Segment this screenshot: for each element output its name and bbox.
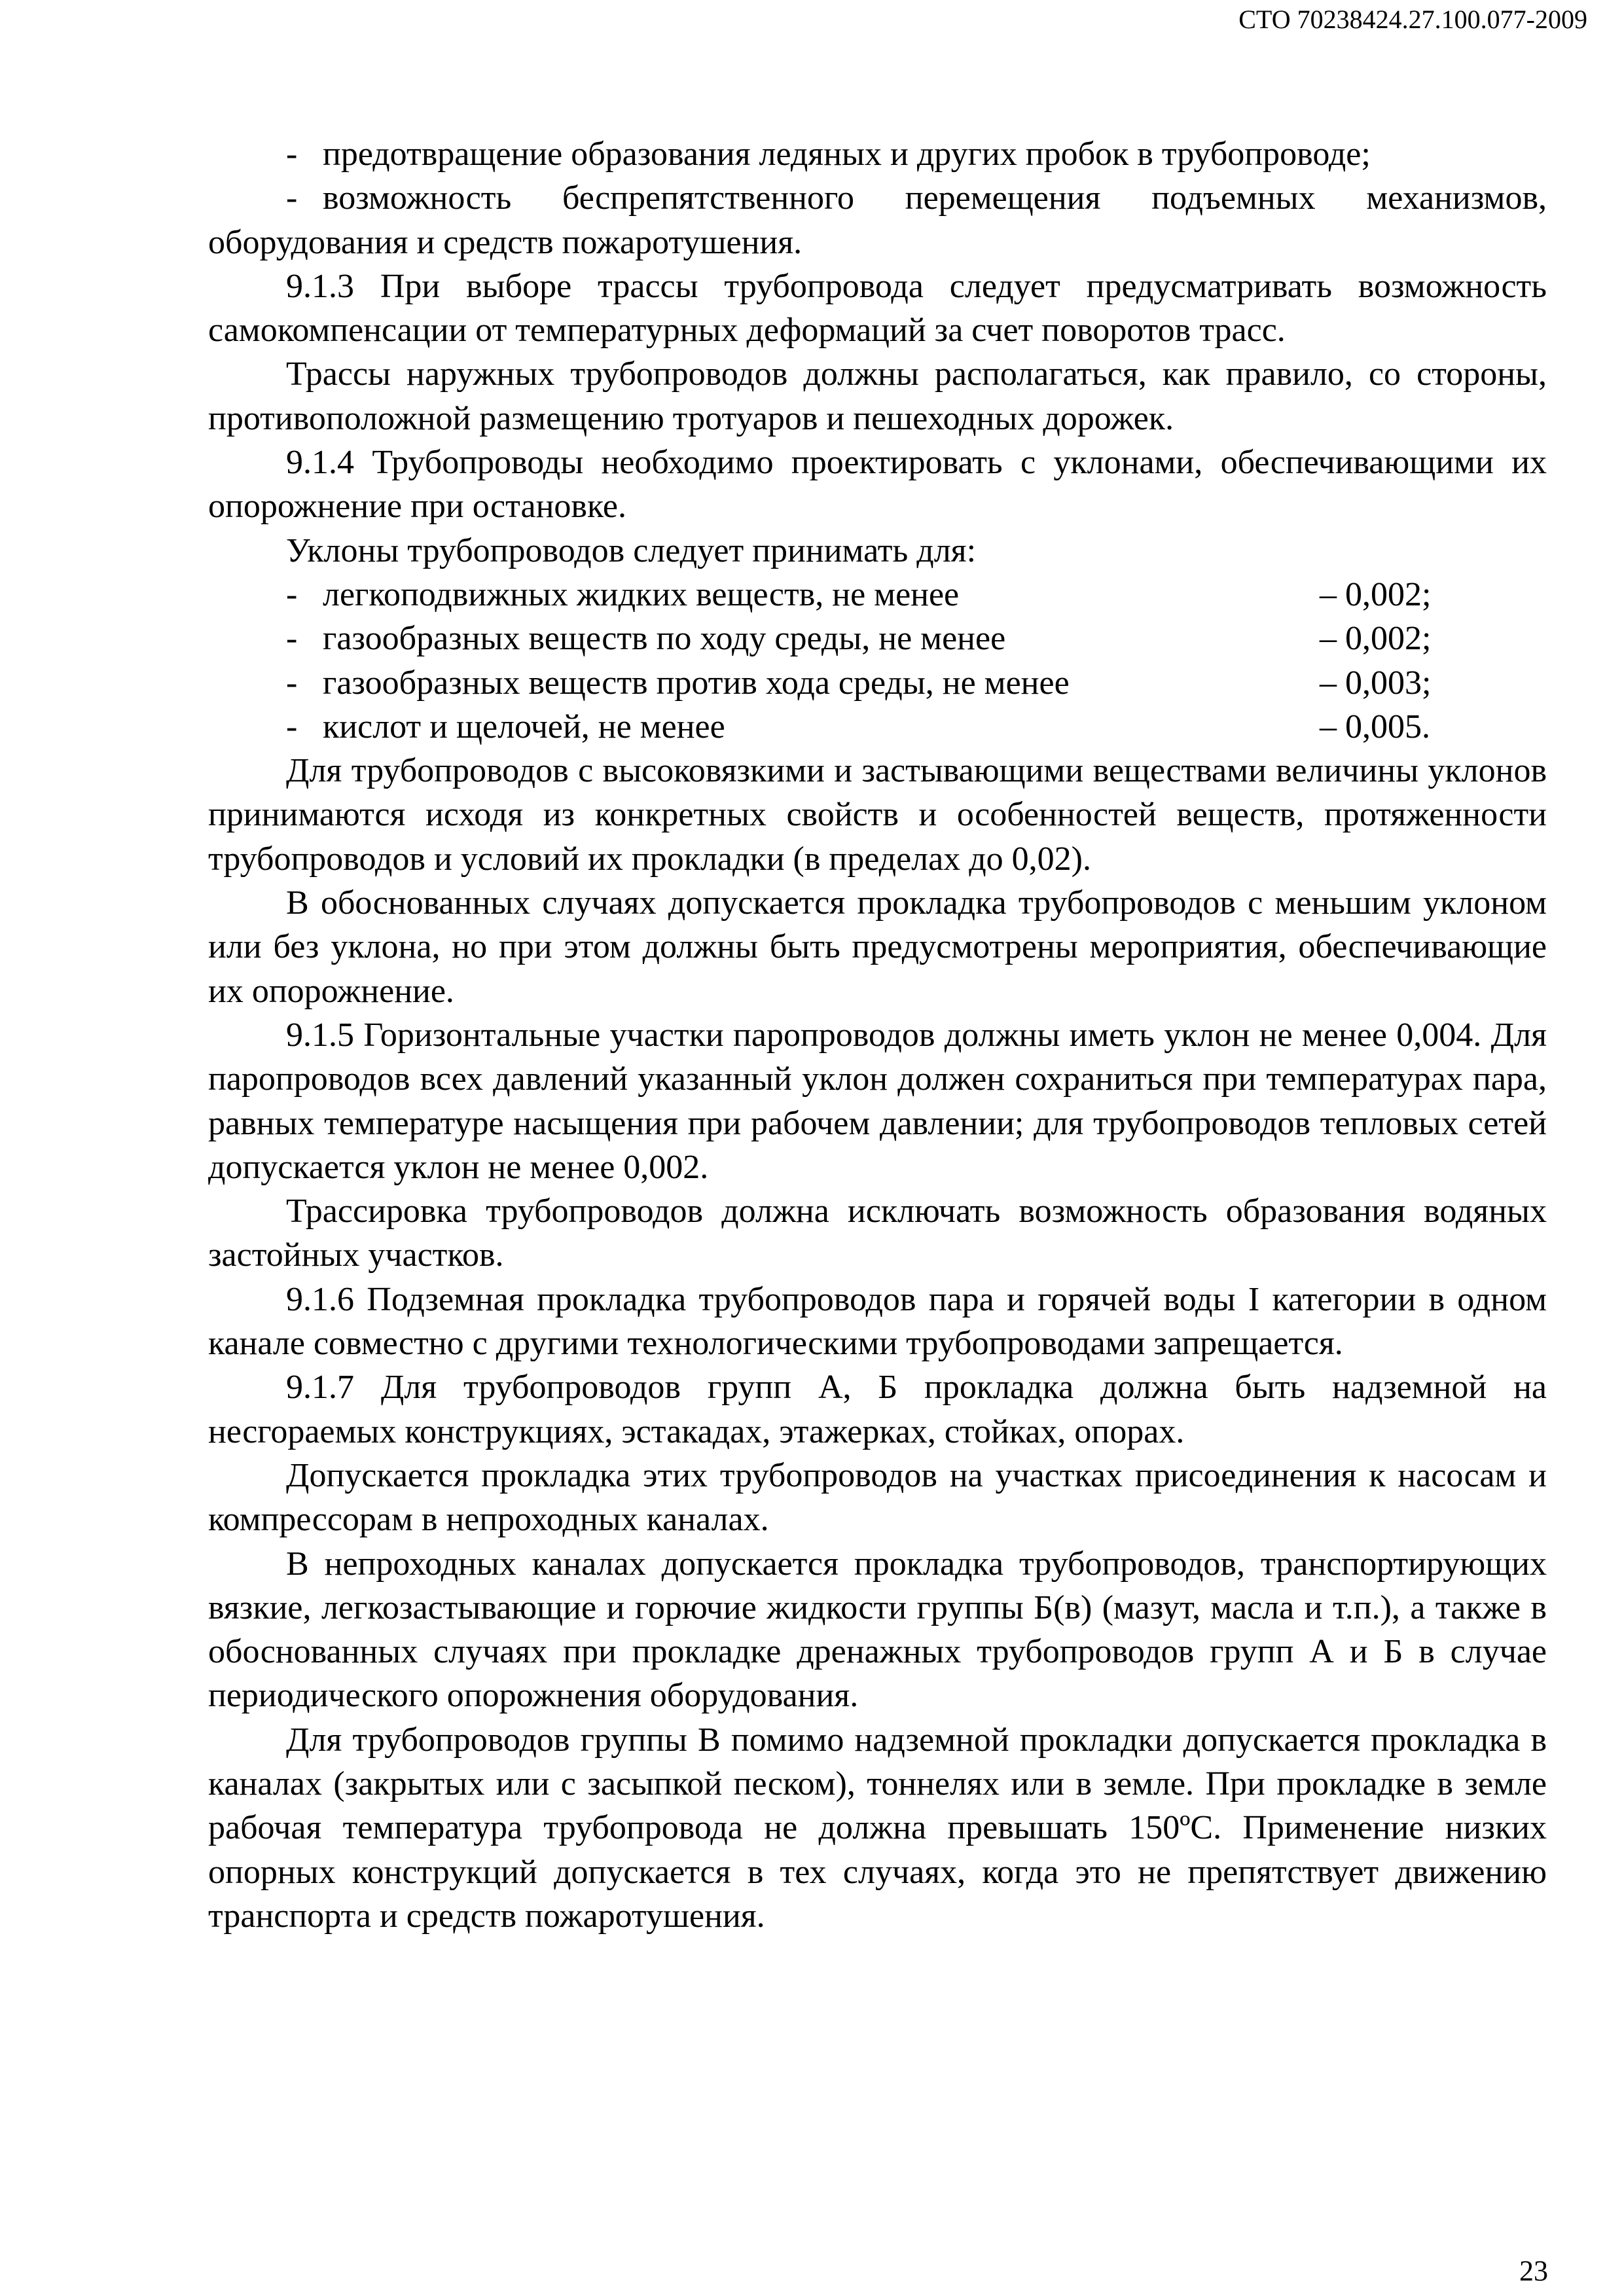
slope-row — [208, 573, 1547, 617]
paragraph: Допускается прокладка этих трубопроводов на участках присоединения к насосам и компрессорам в непроходных каналах. — [208, 1456, 1547, 1539]
list-item — [208, 132, 1547, 176]
paragraph: В обоснованных случаях допускается прокладка трубопроводов с меньшим уклоном или без уклона, но при этом должны быть предусмотрены мероприятия, обеспечивающие их опорожнение. — [208, 884, 1547, 1010]
list-item-text: предотвращение образования ледяных и других пробок в трубопроводе; — [323, 135, 1371, 173]
list-dash: - — [286, 575, 298, 613]
document-code-header: СТО 70238424.27.100.077-2009 — [1238, 5, 1587, 34]
slope-substance: кислот и щелочей, не менее — [323, 708, 725, 745]
list-dash: - — [286, 179, 298, 217]
paragraph: Уклоны трубопроводов следует принимать для: — [286, 531, 977, 569]
paragraph-9-1-4: 9.1.4 Трубопроводы необходимо проектировать с уклонами, обеспечивающими их опорожнение при остановке. — [208, 444, 1547, 526]
paragraph-9-1-7: 9.1.7 Для трубопроводов групп А, Б прокладка должна быть надземной на несгораемых конструкциях, эстакадах, этажерках, стойках, опорах. — [208, 1369, 1547, 1450]
list-dash: - — [286, 620, 298, 658]
slope-list — [208, 573, 1547, 749]
slope-substance: легкоподвижных жидких веществ, не менее — [323, 575, 960, 613]
paragraph-9-1-6: 9.1.6 Подземная прокладка трубопроводов пара и горячей воды I категории в одном канале совместно с другими технологическими трубопроводами запрещается. — [208, 1280, 1547, 1363]
slope-row — [208, 661, 1547, 705]
slope-row — [208, 617, 1547, 660]
page-number: 23 — [1519, 2255, 1548, 2287]
paragraph: Для трубопроводов группы В помимо надземной прокладки допускается прокладка в каналах (закрытых или с засыпкой песком), тоннелях или в земле. При прокладке в земле рабочая температура трубопровода не должна превышать 150ºС. Применение низких опорных конструкций допускается в тех случаях, когда это не препятствует движению транспорта и средств пожаротушения. — [208, 1721, 1547, 1935]
paragraph: Трассы наружных трубопроводов должны располагаться, как правило, со стороны, противоположной размещению тротуаров и пешеходных дорожек. — [208, 355, 1547, 437]
page-body — [208, 132, 1547, 1938]
slope-substance: газообразных веществ против хода среды, не менее — [323, 664, 1070, 702]
list-dash: - — [286, 135, 298, 173]
paragraph: В непроходных каналах допускается прокладка трубопроводов, транспортирующих вязкие, легкозастывающие и горючие жидкости группы Б(в) (мазут, масла и т.п.), а также в обоснованных случаях при прокладке дренажных трубопроводов групп А и Б в случае периодического опорожнения оборудования. — [208, 1545, 1547, 1715]
list-item — [208, 176, 1547, 220]
list-dash: - — [286, 708, 298, 745]
slope-value: – 0,002; — [1320, 620, 1432, 658]
paragraph: Для трубопроводов с высоковязкими и застывающими веществами величины уклонов принимаются исходя из конкретных свойств и особенностей веществ, протяженности трубопроводов и условий их прокладки (в пределах до 0,02). — [208, 752, 1547, 878]
slope-value: – 0,005. — [1320, 708, 1430, 745]
slope-row — [208, 705, 1547, 749]
paragraph: Трассировка трубопроводов должна исключать возможность образования водяных застойных участков. — [208, 1193, 1547, 1274]
list-item-continuation: оборудования и средств пожаротушения. — [208, 223, 803, 261]
slope-value: – 0,003; — [1320, 664, 1432, 702]
slope-value: – 0,002; — [1320, 575, 1432, 613]
paragraph-9-1-3: 9.1.3 При выборе трассы трубопровода следует предусматривать возможность самокомпенсации от температурных деформаций за счет поворотов трасс. — [208, 267, 1547, 350]
list-item-text: возможность беспрепятственного перемещения подъемных механизмов, — [323, 179, 1547, 217]
list-dash: - — [286, 664, 298, 702]
paragraph-9-1-5: 9.1.5 Горизонтальные участки паропроводов должны иметь уклон не менее 0,004. Для паропроводов всех давлений указанный уклон должен сохраниться при температурах пара, равных температуре насыщения при рабочем давлении; для трубопроводов тепловых сетей допускается уклон не менее 0,002. — [208, 1016, 1547, 1186]
slope-substance: газообразных веществ по ходу среды, не менее — [323, 620, 1006, 658]
